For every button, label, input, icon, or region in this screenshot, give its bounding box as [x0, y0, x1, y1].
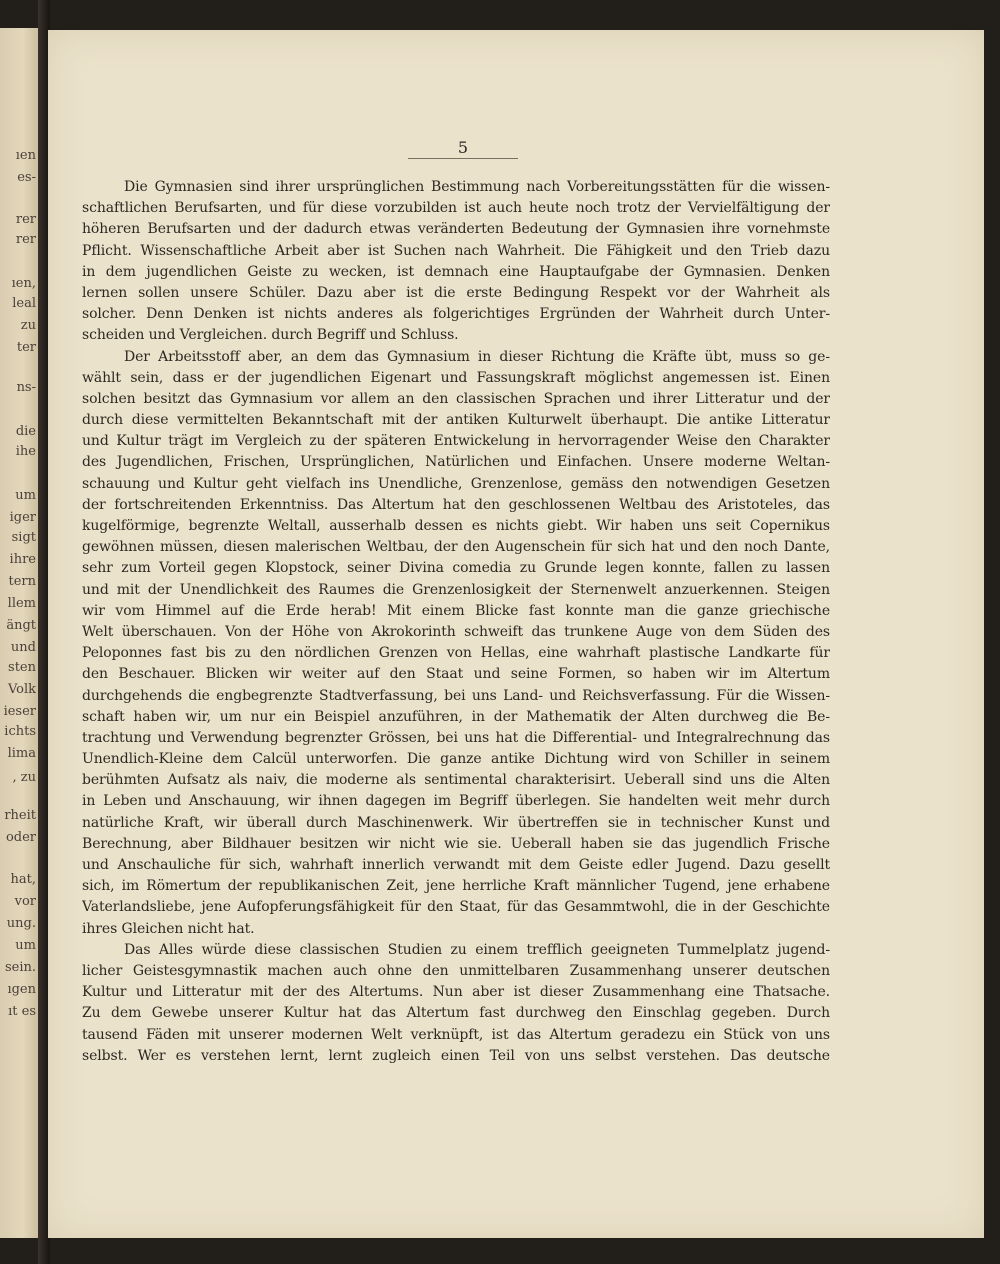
header-rule — [408, 158, 518, 159]
text-line: natürliche Kraft, wir überall durch Maschinenwerk. Wir übertreffen sie in technischer Kunst und — [82, 814, 830, 831]
text-line: licher Geistesgymnastik machen auch ohne den unmittelbaren Zusammenhang unserer deutschen — [82, 962, 830, 979]
text-line: wählt sein, dass er der jugendlichen Eigenart und Fassungskraft möglichst angemessen ist. Einen — [82, 369, 830, 386]
left-page-fragment: ung. — [6, 916, 36, 931]
left-page-fragment: ter — [16, 340, 36, 355]
left-page-fragment: ıgen — [7, 982, 36, 997]
text-line: solchen besitzt das Gymnasium vor allem an den classischen Sprachen und ihrer Litteratur und der — [82, 390, 830, 407]
text-line: der fortschreitenden Erkenntniss. Das Altertum hat den geschlossenen Weltbau des Aristoteles, das — [82, 496, 830, 513]
text-line: durchgehends die engbegrenzte Stadtverfassung, bei uns Land- und Reichsverfassung. Für die Wissen- — [82, 687, 830, 704]
left-page-fragment: um — [15, 938, 36, 953]
text-line: Der Arbeitsstoff aber, an dem das Gymnasium in dieser Richtung die Kräfte übt, muss so ge- — [124, 348, 830, 365]
left-page-fragment: hat, — [10, 872, 36, 887]
text-line: und Anschauliche für sich, wahrhaft innerlich verwandt mit dem Geiste edler Jugend. Dazu gesellt — [82, 857, 830, 873]
text-line: Die Gymnasien sind ihrer ursprünglichen Bestimmung nach Vorbereitungsstätten für die wissen- — [124, 179, 830, 195]
text-line: gewöhnen müssen, diesen malerischen Weltbau, der den Augenschein für sich hat und den noch Dante, — [82, 539, 830, 556]
page-number: 5 — [457, 138, 469, 157]
left-page-fragment: rheit — [4, 808, 36, 823]
left-page-fragment: zu — [20, 318, 36, 333]
left-page-fragment: tern — [8, 574, 36, 589]
text-line: Unendlich-Kleine dem Calcül unterworfen. Die ganze antike Dichtung wird von Schiller in seinem — [82, 751, 830, 768]
left-page-fragment: sigt — [11, 530, 36, 545]
left-page-fragment: ieser — [3, 704, 36, 719]
text-line: schaft haben wir, um nur ein Beispiel anzuführen, in der Mathematik der Alten durchweg die Be- — [82, 708, 830, 725]
text-line: Das Alles würde diese classischen Studien zu einem trefflich geeigneten Tummelplatz jugend- — [124, 941, 830, 958]
text-line: sehr zum Vorteil gegen Klopstock, seiner Divina comedia zu Grunde legen konnte, fallen zu lassen — [82, 560, 830, 577]
text-line: wir vom Himmel auf die Erde herab! Mit einem Blicke fast konnte man die ganze griechische — [82, 602, 830, 619]
text-line: Berechnung, aber Bildhauer besitzen wir nicht wie sie. Ueberall haben sie das jugendlich Frische — [82, 835, 830, 852]
left-page-fragment: ängt — [6, 618, 36, 633]
text-line: ihres Gleichen nicht hat. — [82, 920, 255, 937]
text-line: berühmten Aufsatz als naiv, die moderne als sentimental charakterisirt. Ueberall sind uns die Alten — [82, 772, 830, 789]
text-line: scheiden und Vergleichen. durch Begriff und Schluss. — [82, 327, 459, 344]
left-page-fragment: die — [15, 424, 36, 439]
left-page-fragment: ns- — [16, 380, 36, 395]
left-page-fragment: ichts — [4, 724, 36, 739]
left-page-fragment: lima — [7, 746, 36, 761]
text-line: trachtung und Verwendung begrenzter Grössen, bei uns hat die Differential- und Integralrechnung das — [82, 729, 830, 746]
text-line: selbst. Wer es verstehen lernt, lernt zugleich einen Teil von uns selbst verstehen. Das deutsche — [82, 1047, 830, 1064]
left-page-fragment: rer — [15, 212, 36, 227]
left-page-fragment: , zu — [12, 770, 36, 785]
text-line: Kultur und Litteratur mit der des Altertums. Nun aber ist dieser Zusammenhang eine Thatsache. — [82, 984, 830, 1001]
body-text — [82, 177, 830, 1067]
left-page-fragment: und — [10, 640, 36, 655]
text-line: Vaterlandsliebe, jene Aufopferungsfähigkeit für den Staat, für das Gesammtwohl, die in der Geschichte — [82, 899, 830, 916]
text-line: Pflicht. Wissenschaftliche Arbeit aber ist Suchen nach Wahrheit. Die Fähigkeit und den Trieb dazu — [82, 242, 830, 259]
text-line: Peloponnes fast bis zu den nördlichen Grenzen von Hellas, eine wahrhaft plastische Landkarte für — [82, 645, 830, 662]
left-page-fragment: ihe — [15, 444, 36, 459]
text-line: in Leben und Anschauung, wir ihnen dagegen im Begriff überlegen. Sie handelten weit mehr durch — [82, 793, 830, 810]
left-page-fragment: sein. — [4, 960, 36, 975]
text-line: schauung und Kultur geht vielfach ins Unendliche, Grenzenlose, gemäss den notwendigen Gesetzen — [82, 475, 830, 492]
left-page-strip — [0, 28, 38, 1238]
text-line: sich, im Römertum der republikanischen Zeit, jene herrliche Kraft männlicher Tugend, jene erhabene — [82, 878, 830, 895]
text-line: in dem jugendlichen Geiste zu wecken, ist demnach eine Hauptaufgabe der Gymnasien. Denken — [82, 263, 830, 280]
left-page-fragment: ıen, — [11, 276, 36, 291]
text-line: lernen sollen unsere Schüler. Dazu aber ist die erste Bedingung Respekt vor der Wahrheit als — [82, 284, 830, 301]
left-page-fragment: iger — [9, 510, 36, 525]
text-line: und Kultur trägt im Vergleich zu der späteren Entwickelung in hervorragender Weise den Charakter — [82, 433, 830, 450]
left-page-fragment: leal — [12, 296, 36, 311]
text-line: kugelförmige, begrenzte Weltall, ausserhalb dessen es nichts giebt. Wir haben uns seit Copernikus — [82, 518, 830, 534]
left-page-fragment: rer — [15, 232, 36, 247]
left-page-fragment: sten — [8, 660, 36, 675]
left-page-fragment: ıen — [15, 148, 36, 163]
text-line: Zu dem Gewebe unserer Kultur hat das Altertum fast durchweg den Einschlag gegeben. Durch — [82, 1005, 830, 1022]
text-line: solcher. Denn Denken ist nichts anderes als folgerichtiges Ergründen der Wahrheit durch Unter- — [82, 306, 830, 323]
left-page-fragment: vor — [14, 894, 36, 909]
left-page-fragment: llem — [7, 596, 36, 611]
left-page-fragment: oder — [5, 830, 36, 845]
right-page — [48, 30, 984, 1238]
left-page-fragment: ihre — [9, 552, 36, 567]
text-line: durch diese vermittelten Bekanntschaft mit der antiken Kulturwelt überhaupt. Die antike Litteratur — [82, 412, 830, 429]
text-line: Welt überschauen. Von der Höhe von Akrokorinth schweift das trunkene Auge von dem Süden des — [82, 623, 830, 640]
left-page-fragment: um — [15, 488, 36, 503]
text-line: den Beschauer. Blicken wir weiter auf den Staat und seine Formen, so haben wir im Altertum — [82, 666, 830, 683]
text-line: des Jugendlichen, Frischen, Ursprünglichen, Natürlichen und Einfachen. Unsere moderne Weltan- — [82, 454, 830, 471]
text-line: höheren Berufsarten und der dadurch etwas veränderten Bedeutung der Gymnasien ihre vornehmste — [82, 221, 830, 238]
left-page-fragment: Volk — [7, 682, 36, 697]
text-line: schaftlichen Berufsarten, und für diese vorzubilden ist auch heute noch trotz der Vervielfältigung der — [82, 200, 830, 217]
left-page-fragment: ıt es — [8, 1004, 36, 1019]
text-line: tausend Fäden mit unserer modernen Welt verknüpft, ist das Altertum geradezu ein Stück von uns — [82, 1026, 830, 1043]
left-page-fragment: es- — [17, 170, 36, 185]
text-line: und mit der Unendlichkeit des Raumes die Grenzenlosigkeit der Sternenwelt anzuerkennen. Steigen — [82, 581, 830, 598]
